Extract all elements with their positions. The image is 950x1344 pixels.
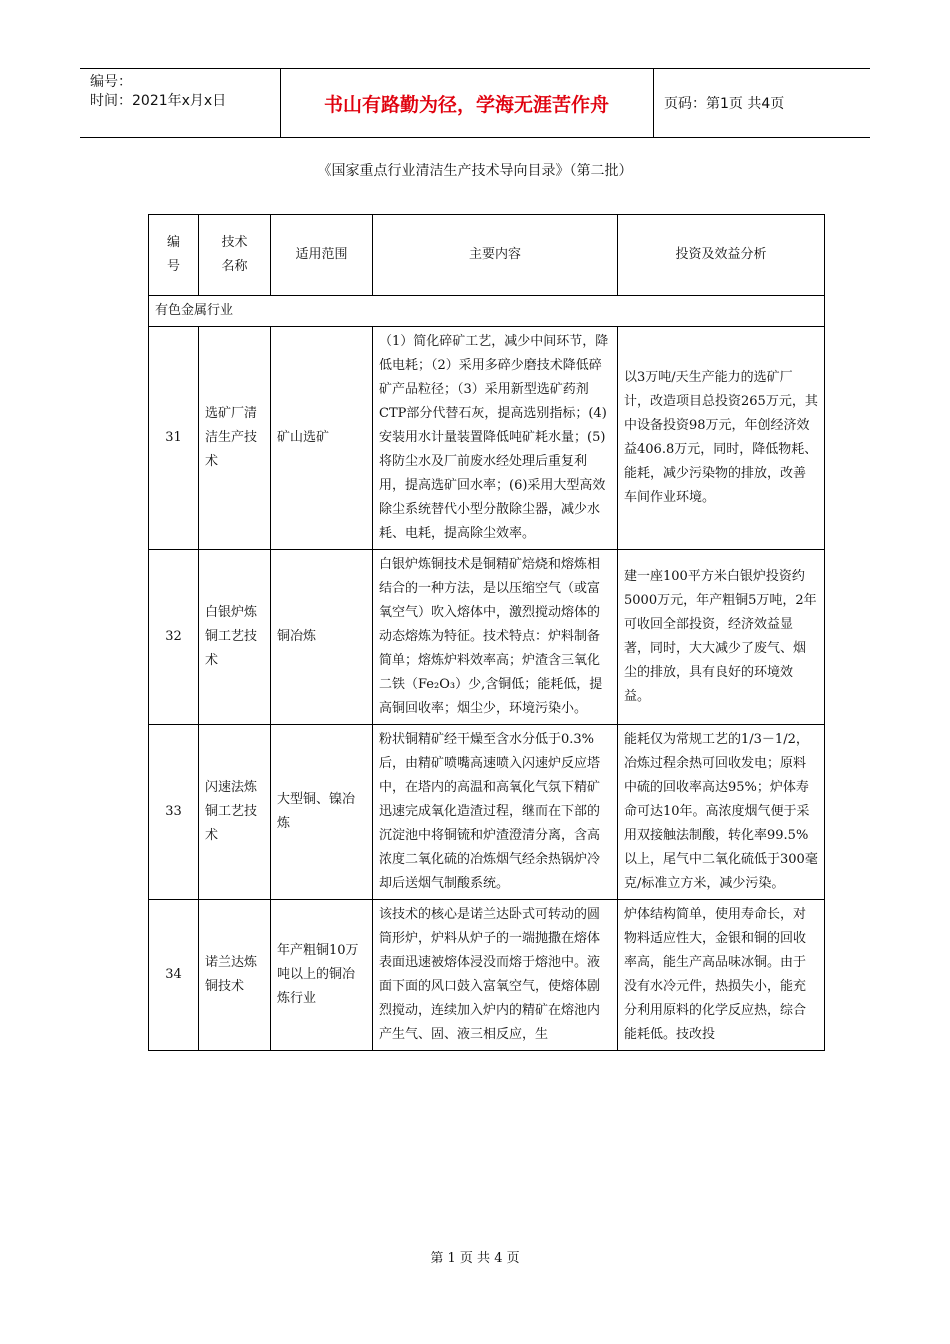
row-tech-name: 白银炉炼铜工艺技术 <box>199 550 271 725</box>
row-benefit: 能耗仅为常规工艺的1/3－1/2，冶炼过程余热可回收发电；原料中硫的回收率高达95%；炉体寿命可达10年。高浓度烟气便于采用双接触法制酸，转化率99.5%以上，尾气中二氧化硫低于300毫克/标准立方米，减少污染。 <box>618 725 825 900</box>
document-title: 《国家重点行业清洁生产技术导向目录》（第二批） <box>317 163 633 179</box>
doc-time-label: 时间：2021年x月x日 <box>90 93 227 109</box>
row-scope: 大型铜、镍冶炼 <box>271 725 373 900</box>
section-row <box>149 296 825 327</box>
header-cell-benefit: 投资及效益分析 <box>618 215 825 296</box>
row-benefit: 炉体结构简单，使用寿命长，对物料适应性大，金银和铜的回收率高，能生产高品味冰铜。由于没有水冷元件，热损失小，能充分利用原料的化学反应热，综合能耗低。技改投 <box>618 900 825 1051</box>
row-tech-name: 选矿厂清洁生产技术 <box>199 327 271 550</box>
technology-table <box>148 214 825 1051</box>
page-header <box>80 68 870 138</box>
row-number: 34 <box>149 900 199 1051</box>
row-scope: 铜冶炼 <box>271 550 373 725</box>
table-header-row <box>149 215 825 296</box>
row-number: 32 <box>149 550 199 725</box>
header-cell-content: 主要内容 <box>373 215 618 296</box>
row-content: 白银炉炼铜技术是铜精矿焙烧和熔炼相结合的一种方法，是以压缩空气（或富氧空气）吹入熔体中，激烈搅动熔体的动态熔炼为特征。技术特点：炉料制备简单；熔炼炉料效率高；炉渣含三氧化二铁（Fe₂O₃）少,含铜低；能耗低，提高铜回收率；烟尘少，环境污染小。 <box>373 550 618 725</box>
row-tech-name: 诺兰达炼铜技术 <box>199 900 271 1051</box>
section-title: 有色金属行业 <box>149 296 825 327</box>
header-cell-number: 编号 <box>149 215 199 296</box>
header-divider <box>653 69 654 137</box>
header-page-indicator: 页码：第1页 共4页 <box>664 96 785 112</box>
header-cell-scope: 适用范围 <box>271 215 373 296</box>
row-content: （1）简化碎矿工艺，减少中间环节，降低电耗；（2）采用多碎少磨技术降低碎矿产品粒径；（3）采用新型选矿药剂CTP部分代替石灰，提高选别指标；(4) 安装用水计量装置降低吨矿耗水量；(5)将防尘水及厂前废水经处理后重复利用，提高选矿回水率；(6)采用大型高效除尘系统替代小型分散除尘器，减少水耗、电耗，提高除尘效率。 <box>373 327 618 550</box>
doc-number-label: 编号： <box>90 74 132 90</box>
row-content: 粉状铜精矿经干燥至含水分低于0.3%后，由精矿喷嘴高速喷入闪速炉反应塔中，在塔内的高温和高氧化气氛下精矿迅速完成氧化造渣过程，继而在下部的沉淀池中将铜锍和炉渣澄清分离，含高浓度二氧化硫的冶炼烟气经余热锅炉冷却后送烟气制酸系统。 <box>373 725 618 900</box>
header-cell-name: 技术名称 <box>199 215 271 296</box>
row-scope: 年产粗铜10万吨以上的铜冶炼行业 <box>271 900 373 1051</box>
row-number: 31 <box>149 327 199 550</box>
table-row <box>149 327 825 550</box>
table-row <box>149 725 825 900</box>
header-motto: 书山有路勤为径，学海无涯苦作舟 <box>323 93 609 116</box>
row-number: 33 <box>149 725 199 900</box>
table-row <box>149 550 825 725</box>
row-tech-name: 闪速法炼铜工艺技术 <box>199 725 271 900</box>
row-scope: 矿山选矿 <box>271 327 373 550</box>
table-row <box>149 900 825 1051</box>
row-benefit: 以3万吨/天生产能力的选矿厂计，改造项目总投资265万元，其中设备投资98万元，年创经济效益406.8万元，同时，降低物耗、能耗，减少污染物的排放，改善车间作业环境。 <box>618 327 825 550</box>
page-footer: 第 1 页 共 4 页 <box>430 1251 520 1266</box>
row-benefit: 建一座100平方米白银炉投资约5000万元，年产粗铜5万吨，2年可收回全部投资，经济效益显著，同时，大大减少了废气、烟尘的排放，具有良好的环境效益。 <box>618 550 825 725</box>
header-meta <box>90 73 226 111</box>
row-content: 该技术的核心是诺兰达卧式可转动的圆筒形炉，炉料从炉子的一端抛撒在熔体表面迅速被熔体浸没而熔于熔池中。液面下面的风口鼓入富氧空气，使熔体剧烈搅动，连续加入炉内的精矿在熔池内产生气、固、液三相反应，生 <box>373 900 618 1051</box>
